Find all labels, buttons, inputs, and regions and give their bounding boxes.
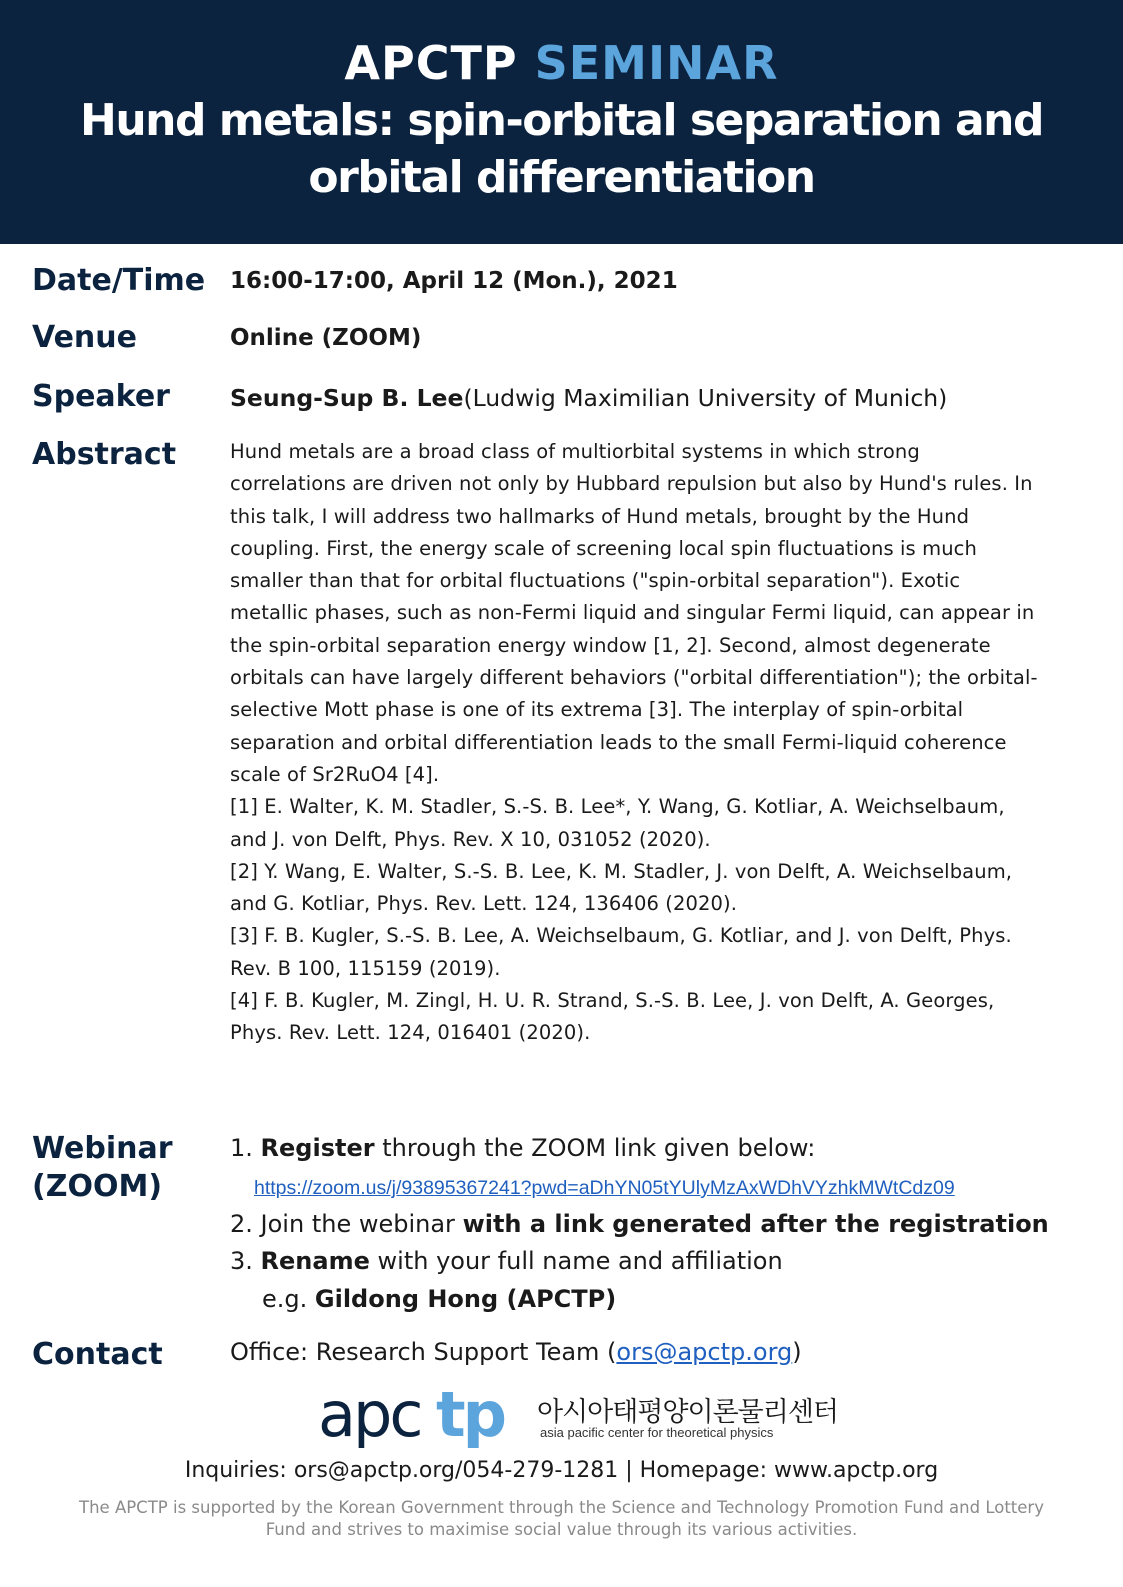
reference-3: [3] F. B. Kugler, S.-S. B. Lee, A. Weichselbaum, G. Kotliar, and J. von Delft, Phys. Rev. B 100, 115159 (2019). [230,924,1012,980]
inquiries-line: Inquiries: ors@apctp.org/054-279-1281 | Homepage: www.apctp.org [184,1458,939,1483]
support-line-1: The APCTP is supported by the Korean Government through the Science and Technology Promotion Fund and Lottery [79,1498,1044,1517]
abstract-body: Hund metals are a broad class of multiorbital systems in which strong correlations are driven not only by Hubbard repulsion but also by Hund's rules. In this talk, I will address two hallmarks of Hund metals, brought by the Hund coupling. First, the energy scale of screening local spin fluctuations is much smaller than that for orbital fluctuations ("spin-orbital separation"). Exotic metallic phases, such as non-Fermi liquid and singular Fermi liquid, can appear in the spin-orbital separation energy window [1, 2]. Second, almost degenerate orbitals can have largely different behaviors ("orbital differentiation"); the orbital-selective Mott phase is one of its extrema [3]. The interplay of spin-orbital separation and orbital differentiation leads to the small Fermi-liquid coherence scale of Sr2RuO4 [4]. [230,440,1038,786]
support-line-2: Fund and strives to maximise social value through its various activities. [265,1520,858,1539]
example-name: Gildong Hong (APCTP) [314,1285,617,1313]
webinar-label-line2: (ZOOM) [32,1169,163,1204]
step-1 [230,1134,815,1162]
step-2-bold: with a link generated after the registration [462,1210,1049,1238]
brand-prefix: APCTP [344,36,518,90]
speaker-affiliation: (Ludwig Maximilian University of Munich) [463,384,948,412]
brand-accent: SEMINAR [534,36,779,90]
step-1-bold: Register [260,1134,375,1162]
step-2 [230,1210,1049,1238]
step-3-text: with your full name and affiliation [377,1247,783,1275]
step-2-text: Join the webinar [260,1210,455,1238]
reference-1: [1] E. Walter, K. M. Stadler, S.-S. B. Lee*, Y. Wang, G. Kotliar, A. Weichselbaum, and J. von Delft, Phys. Rev. X 10, 031052 (2020). [230,795,1005,851]
step-3 [230,1247,783,1275]
step-2-number: 2. [230,1210,253,1238]
reference-4: [4] F. B. Kugler, M. Zingl, H. U. R. Strand, S.-S. B. Lee, J. von Delft, A. Georges, Phys. Rev. Lett. 124, 016401 (2020). [230,989,995,1045]
step-1-text: through the ZOOM link given below: [382,1134,816,1162]
korean-name: 아시아태평양이론물리센터 [537,1397,838,1428]
contact-close: ) [792,1338,802,1366]
rename-example [262,1285,616,1313]
contact-label: Contact [32,1337,163,1372]
zoom-link[interactable]: https://zoom.us/j/93895367241?pwd=aDhYN05tYUlyMzAxWDhVYzhkMWtCdz09 [254,1177,955,1199]
support-statement [0,1497,1123,1541]
speaker-name: Seung-Sup B. Lee [230,384,464,412]
venue-value: Online (ZOOM) [230,325,422,351]
seminar-header [0,0,1123,244]
logo-text-dark: apc [318,1386,421,1448]
step-3-number: 3. [230,1247,253,1275]
webinar-label [32,1130,173,1206]
speaker-label: Speaker [32,379,170,414]
webinar-label-line1: Webinar [32,1131,173,1166]
datetime-label: Date/Time [32,263,206,298]
step-1-number: 1. [230,1134,253,1162]
abstract-label: Abstract [32,437,177,472]
logo-text-light: tp [436,1386,505,1448]
logo-tagline: asia pacific center for theoretical physics [540,1425,774,1440]
reference-2: [2] Y. Wang, E. Walter, S.-S. B. Lee, K. M. Stadler, J. von Delft, A. Weichselbaum, and G. Kotliar, Phys. Rev. Lett. 124, 136406 (2020). [230,859,1013,916]
step-3-bold: Rename [260,1247,370,1275]
contact-email-link[interactable]: ors@apctp.org [616,1338,793,1366]
datetime-value: 16:00-17:00, April 12 (Mon.), 2021 [230,268,678,294]
contact-value [230,1338,802,1366]
seminar-title: Hund metals: spin-orbital separation and orbital differentiation [80,95,1043,203]
abstract-text [230,436,1040,1050]
contact-office: Office: Research Support Team ( [230,1338,617,1366]
example-prefix: e.g. [262,1285,308,1313]
speaker-value [230,384,947,412]
venue-label: Venue [32,320,137,355]
seminar-brand [0,36,1123,90]
